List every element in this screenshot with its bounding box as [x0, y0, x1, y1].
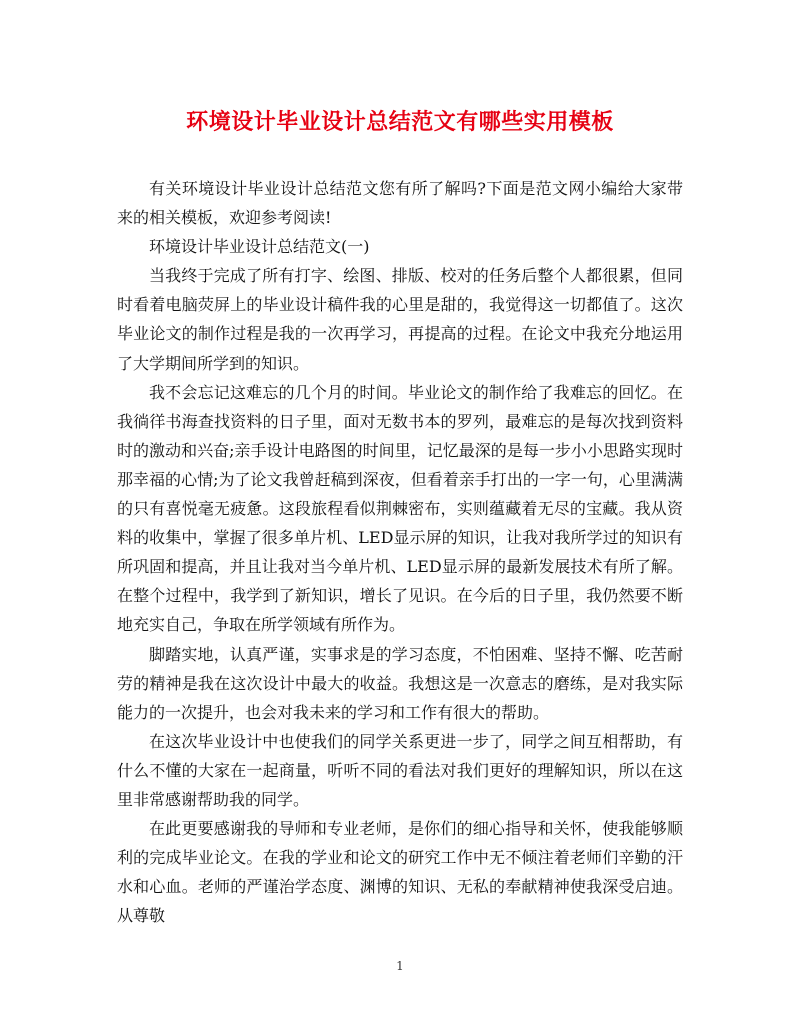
paragraph: 我不会忘记这难忘的几个月的时间。毕业论文的制作给了我难忘的回忆。在我徜徉书海查找资料的日子里，面对无数书本的罗列，最难忘的是每次找到资料时的激动和兴奋;亲手设计电路图的时间里，记忆最深的是每一步小小思路实现时那幸福的心情;为了论文我曾赶稿到深夜，但看着亲手打出的一字一句，心里满满的只有喜悦毫无疲惫。这段旅程看似荆棘密布，实则蕴藏着无尽的宝藏。我从资料的收集中，掌握了很多单片机、LED显示屏的知识，让我对我所学过的知识有所巩固和提高，并且让我对当今单片机、LED显示屏的最新发展技术有所了解。在整个过程中，我学到了新知识，增长了见识。在今后的日子里，我仍然要不断地充实自己，争取在所学领域有所作为。 [117, 382, 683, 635]
document-body [117, 174, 683, 930]
page-number: 1 [396, 959, 404, 973]
paragraph: 在此更要感谢我的导师和专业老师，是你们的细心指导和关怀，使我能够顺利的完成毕业论文。在我的学业和论文的研究工作中无不倾注着老师们辛勤的汗水和心血。老师的严谨治学态度、渊博的知识、无私的奉献精神使我深受启迪。从尊敬 [117, 819, 683, 926]
paragraph-intro: 有关环境设计毕业设计总结范文您有所了解吗?下面是范文网小编给大家带来的相关模板，欢迎参考阅读! [117, 179, 683, 228]
paragraph: 当我终于完成了所有打字、绘图、排版、校对的任务后整个人都很累，但同时看着电脑荧屏上的毕业设计稿件我的心里是甜的，我觉得这一切都值了。这次毕业论文的制作过程是我的一次再学习，再提高的过程。在论文中我充分地运用了大学期间所学到的知识。 [117, 266, 683, 373]
paragraph: 脚踏实地，认真严谨，实事求是的学习态度，不怕困难、坚持不懈、吃苦耐劳的精神是我在这次设计中最大的收益。我想这是一次意志的磨练，是对我实际能力的一次提升，也会对我未来的学习和工作有很大的帮助。 [117, 644, 683, 722]
document-title: 环境设计毕业设计总结范文有哪些实用模板 [186, 109, 614, 135]
paragraph: 在这次毕业设计中也使我们的同学关系更进一步了，同学之间互相帮助，有什么不懂的大家在一起商量，听听不同的看法对我们更好的理解知识，所以在这里非常感谢帮助我的同学。 [117, 731, 683, 809]
section-heading: 环境设计毕业设计总结范文(一) [149, 237, 370, 257]
